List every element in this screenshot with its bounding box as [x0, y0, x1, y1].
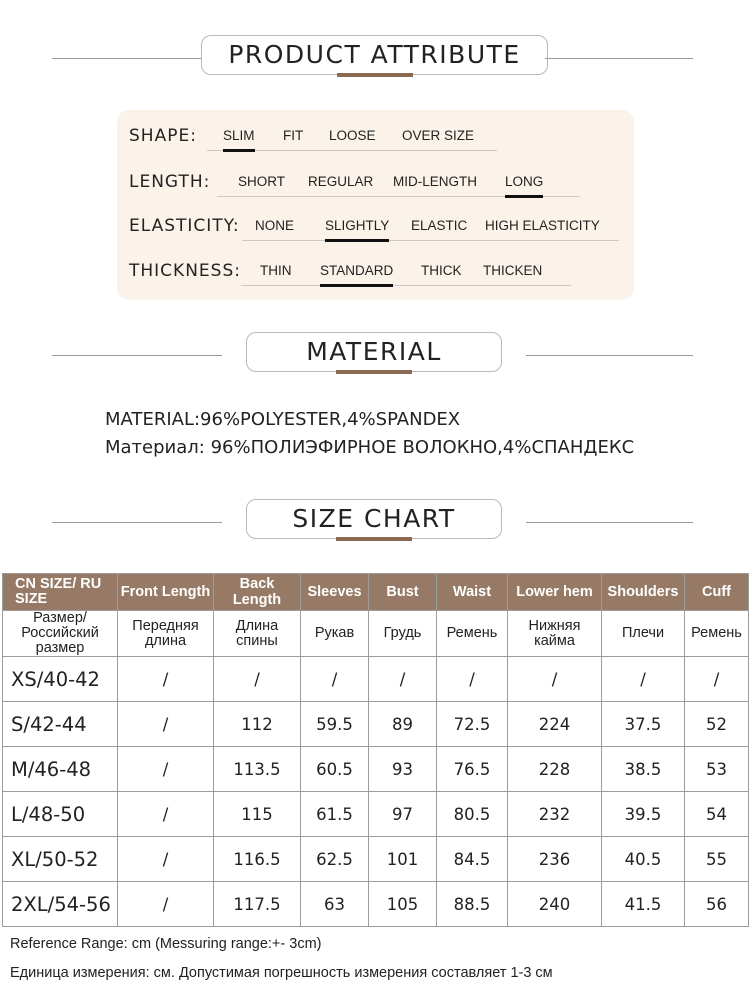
attribute-row-elasticity — [117, 206, 634, 246]
col-header-ru-sleeves: Рукав — [301, 611, 369, 657]
option-loose: LOOSE — [329, 128, 376, 143]
col-header-ru-front-length: Передняя длина — [118, 611, 214, 657]
table-cell: 53 — [685, 747, 749, 792]
option-over-size: OVER SIZE — [402, 128, 475, 143]
table-cell-size: S/42-44 — [3, 702, 118, 747]
table-cell: 59.5 — [301, 702, 369, 747]
table-cell: / — [301, 657, 369, 702]
option-mid-length: MID-LENGTH — [393, 174, 477, 189]
product-attribute-header — [0, 33, 750, 83]
material-english — [105, 409, 460, 430]
title-accent-bar — [337, 73, 413, 77]
col-header-ru-lower-hem: Нижняя кайма — [508, 611, 602, 657]
table-cell: / — [118, 837, 214, 882]
col-header-ru-cuff: Ремень — [685, 611, 749, 657]
attribute-rule — [241, 285, 571, 286]
divider-left — [52, 58, 202, 59]
attribute-label-shape: SHAPE: — [129, 126, 197, 146]
option-regular: REGULAR — [308, 174, 374, 189]
table-cell: 115 — [214, 792, 301, 837]
col-header-size: CN SIZE/ RU SIZE — [3, 574, 118, 611]
table-row — [3, 792, 749, 837]
header-row-ru — [3, 611, 749, 657]
material-en-label: MATERIAL: — [105, 409, 201, 430]
option-fit: FIT — [283, 128, 304, 143]
table-cell: 76.5 — [437, 747, 508, 792]
table-cell: 54 — [685, 792, 749, 837]
table-cell: 240 — [508, 882, 602, 927]
table-cell: / — [118, 882, 214, 927]
divider-right — [526, 355, 693, 356]
material-title-text: MATERIAL — [306, 337, 442, 366]
table-row — [3, 657, 749, 702]
size-chart-title-text: SIZE CHART — [292, 504, 456, 533]
table-cell: / — [118, 747, 214, 792]
col-header-ru-bust: Грудь — [369, 611, 437, 657]
col-header-ru-size: Размер/ Российский размер — [3, 611, 118, 657]
size-chart-table — [2, 573, 749, 927]
attribute-label-length: LENGTH: — [129, 172, 211, 192]
option-thick: THICK — [421, 263, 462, 278]
attribute-row-length — [117, 162, 634, 202]
attribute-row-shape — [117, 116, 634, 156]
table-cell: / — [369, 657, 437, 702]
title-accent-bar — [336, 370, 412, 374]
option-standard: STANDARD — [320, 263, 394, 278]
divider-left — [52, 522, 222, 523]
table-cell: / — [214, 657, 301, 702]
col-header-front-length: Front Length — [118, 574, 214, 611]
table-cell-size: 2XL/54-56 — [3, 882, 118, 927]
table-cell: 117.5 — [214, 882, 301, 927]
title-accent-bar — [336, 537, 412, 541]
table-cell: / — [118, 657, 214, 702]
option-thin: THIN — [260, 263, 292, 278]
col-header-back-length: Back Length — [214, 574, 301, 611]
table-row — [3, 837, 749, 882]
material-ru-value: 96%ПОЛИЭФИРНОЕ ВОЛОКНО,4%СПАНДЕКС — [210, 437, 635, 458]
col-header-waist: Waist — [437, 574, 508, 611]
table-cell: / — [118, 792, 214, 837]
table-cell: 62.5 — [301, 837, 369, 882]
table-cell: 39.5 — [602, 792, 685, 837]
table-cell: / — [437, 657, 508, 702]
divider-right — [545, 58, 693, 59]
col-header-cuff: Cuff — [685, 574, 749, 611]
option-slim: SLIM — [223, 128, 255, 143]
attribute-panel — [117, 110, 634, 300]
material-header — [0, 330, 750, 380]
reference-range-note: Reference Range: cm (Messuring range:+- 3cm) — [10, 936, 322, 952]
attribute-rule — [242, 240, 619, 241]
col-header-ru-waist: Ремень — [437, 611, 508, 657]
attribute-label-elasticity: ELASTICITY: — [129, 216, 240, 236]
table-cell: 56 — [685, 882, 749, 927]
attribute-row-thickness — [117, 251, 634, 291]
table-cell: 93 — [369, 747, 437, 792]
option-long: LONG — [505, 174, 544, 189]
table-cell: 52 — [685, 702, 749, 747]
option-high-elasticity: HIGH ELASTICITY — [485, 218, 600, 233]
material-title — [246, 332, 502, 372]
material-en-value: 96%POLYESTER,4%SPANDEX — [200, 409, 461, 430]
table-cell: 40.5 — [602, 837, 685, 882]
table-cell: 37.5 — [602, 702, 685, 747]
size-chart-header — [0, 497, 750, 547]
table-cell: / — [602, 657, 685, 702]
divider-left — [52, 355, 222, 356]
table-cell: 80.5 — [437, 792, 508, 837]
material-ru-label: Материал: — [105, 437, 205, 458]
table-row — [3, 702, 749, 747]
table-row — [3, 747, 749, 792]
col-header-shoulders: Shoulders — [602, 574, 685, 611]
table-cell: 116.5 — [214, 837, 301, 882]
table-cell: / — [508, 657, 602, 702]
col-header-sleeves: Sleeves — [301, 574, 369, 611]
option-thicken: THICKEN — [483, 263, 543, 278]
table-cell: 55 — [685, 837, 749, 882]
reference-range-note-ru: Единица измерения: см. Допустимая погрешность измерения составляет 1-3 см — [10, 965, 553, 981]
option-slightly: SLIGHTLY — [325, 218, 390, 233]
attribute-label-thickness: THICKNESS: — [129, 261, 241, 281]
table-cell: 224 — [508, 702, 602, 747]
table-cell: 84.5 — [437, 837, 508, 882]
table-row — [3, 882, 749, 927]
table-cell: 101 — [369, 837, 437, 882]
table-cell-size: XL/50-52 — [3, 837, 118, 882]
table-cell: 112 — [214, 702, 301, 747]
table-cell: 38.5 — [602, 747, 685, 792]
table-cell: 113.5 — [214, 747, 301, 792]
table-cell: / — [685, 657, 749, 702]
table-cell: 232 — [508, 792, 602, 837]
col-header-bust: Bust — [369, 574, 437, 611]
col-header-lower-hem: Lower hem — [508, 574, 602, 611]
table-cell: 236 — [508, 837, 602, 882]
table-cell: 63 — [301, 882, 369, 927]
table-cell: 97 — [369, 792, 437, 837]
table-cell: 72.5 — [437, 702, 508, 747]
table-cell-size: M/46-48 — [3, 747, 118, 792]
header-row-en — [3, 574, 749, 611]
table-cell: 61.5 — [301, 792, 369, 837]
table-cell: 88.5 — [437, 882, 508, 927]
material-russian — [105, 437, 634, 458]
col-header-ru-shoulders: Плечи — [602, 611, 685, 657]
col-header-ru-back-length: Длина спины — [214, 611, 301, 657]
option-short: SHORT — [238, 174, 286, 189]
option-none: NONE — [255, 218, 295, 233]
table-cell-size: XS/40-42 — [3, 657, 118, 702]
table-cell: / — [118, 702, 214, 747]
divider-right — [526, 522, 693, 523]
option-elastic: ELASTIC — [411, 218, 468, 233]
table-cell: 60.5 — [301, 747, 369, 792]
product-attribute-title-text: PRODUCT ATTRIBUTE — [228, 40, 521, 69]
table-cell: 41.5 — [602, 882, 685, 927]
table-cell-size: L/48-50 — [3, 792, 118, 837]
table-cell: 105 — [369, 882, 437, 927]
product-attribute-title — [201, 35, 548, 75]
table-cell: 228 — [508, 747, 602, 792]
size-chart-title — [246, 499, 502, 539]
table-cell: 89 — [369, 702, 437, 747]
